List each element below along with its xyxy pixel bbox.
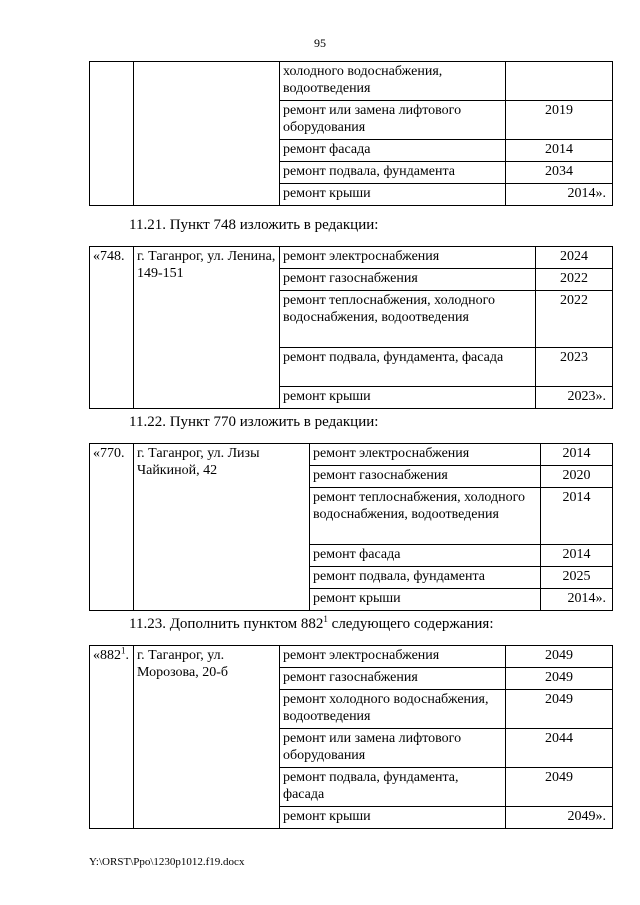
table-748 [89, 246, 613, 409]
work-cell: ремонт крыши [280, 387, 536, 409]
work-cell: ремонт подвала, фундамента [280, 162, 506, 184]
work-cell: ремонт теплоснабжения, холодного водоснабжения, водоотведения [280, 291, 536, 348]
item-number-cell [90, 62, 134, 206]
year-cell: 2023». [536, 387, 613, 409]
work-cell: ремонт крыши [280, 807, 506, 829]
work-cell: ремонт газоснабжения [280, 668, 506, 690]
year-cell: 2014». [541, 589, 613, 611]
work-cell: ремонт или замена лифтового оборудования [280, 729, 506, 768]
year-cell: 2049 [506, 690, 613, 729]
table-882-1 [89, 645, 613, 829]
year-cell: 2049 [506, 768, 613, 807]
year-cell: 2019 [506, 101, 613, 140]
item-number-cell [90, 646, 134, 829]
work-cell: холодного водоснабжения, водоотведения [280, 62, 506, 101]
paragraph-11-22: 11.22. Пункт 770 изложить в редакции: [129, 414, 379, 430]
address-cell [134, 62, 280, 206]
work-cell: ремонт подвала, фундамента, фасада [280, 348, 536, 387]
page-number: 95 [314, 36, 326, 50]
table-770 [89, 443, 613, 611]
work-cell: ремонт электроснабжения [280, 247, 536, 269]
year-cell: 2014». [506, 184, 613, 206]
year-cell: 2049 [506, 646, 613, 668]
year-cell [506, 62, 613, 101]
year-cell: 2034 [506, 162, 613, 184]
work-cell: ремонт фасада [280, 140, 506, 162]
work-cell: ремонт электроснабжения [280, 646, 506, 668]
work-cell: ремонт крыши [310, 589, 541, 611]
work-cell: ремонт газоснабжения [280, 269, 536, 291]
superscript: 1 [121, 645, 126, 656]
superscript: 1 [323, 614, 328, 624]
paragraph-text: следующего содержания: [327, 616, 494, 632]
footer-file-path: Y:\ORST\Ppo\1230p1012.f19.docx [89, 856, 245, 868]
item-number: «882 [93, 648, 121, 663]
year-cell: 2024 [536, 247, 613, 269]
year-cell: 2049 [506, 668, 613, 690]
year-cell: 2014 [541, 488, 613, 545]
address-cell: г. Таганрог, ул. Ленина, 149-151 [134, 247, 280, 409]
year-cell: 2014 [541, 444, 613, 466]
year-cell: 2022 [536, 291, 613, 348]
work-cell: ремонт электроснабжения [310, 444, 541, 466]
work-cell: ремонт холодного водоснабжения, водоотведения [280, 690, 506, 729]
year-cell: 2014 [506, 140, 613, 162]
item-number-cell: «770. [90, 444, 134, 611]
continuation-table [89, 61, 613, 206]
year-cell: 2020 [541, 466, 613, 488]
year-cell: 2049». [506, 807, 613, 829]
year-cell: 2044 [506, 729, 613, 768]
paragraph-11-21: 11.21. Пункт 748 изложить в редакции: [129, 217, 379, 233]
work-cell: ремонт подвала, фундамента, фасада [280, 768, 506, 807]
work-cell: ремонт или замена лифтового оборудования [280, 101, 506, 140]
work-cell: ремонт газоснабжения [310, 466, 541, 488]
address-cell: г. Таганрог, ул. Морозова, 20-б [134, 646, 280, 829]
year-cell: 2014 [541, 545, 613, 567]
work-cell: ремонт подвала, фундамента [310, 567, 541, 589]
year-cell: 2025 [541, 567, 613, 589]
item-number-cell: «748. [90, 247, 134, 409]
paragraph-text: 11.23. Дополнить пунктом 882 [129, 616, 324, 632]
year-cell: 2023 [536, 348, 613, 387]
item-number-dot: . [125, 648, 129, 663]
work-cell: ремонт фасада [310, 545, 541, 567]
year-cell: 2022 [536, 269, 613, 291]
address-cell: г. Таганрог, ул. Лизы Чайкиной, 42 [134, 444, 310, 611]
work-cell: ремонт крыши [280, 184, 506, 206]
paragraph-11-23 [129, 616, 494, 633]
work-cell: ремонт теплоснабжения, холодного водоснабжения, водоотведения [310, 488, 541, 545]
